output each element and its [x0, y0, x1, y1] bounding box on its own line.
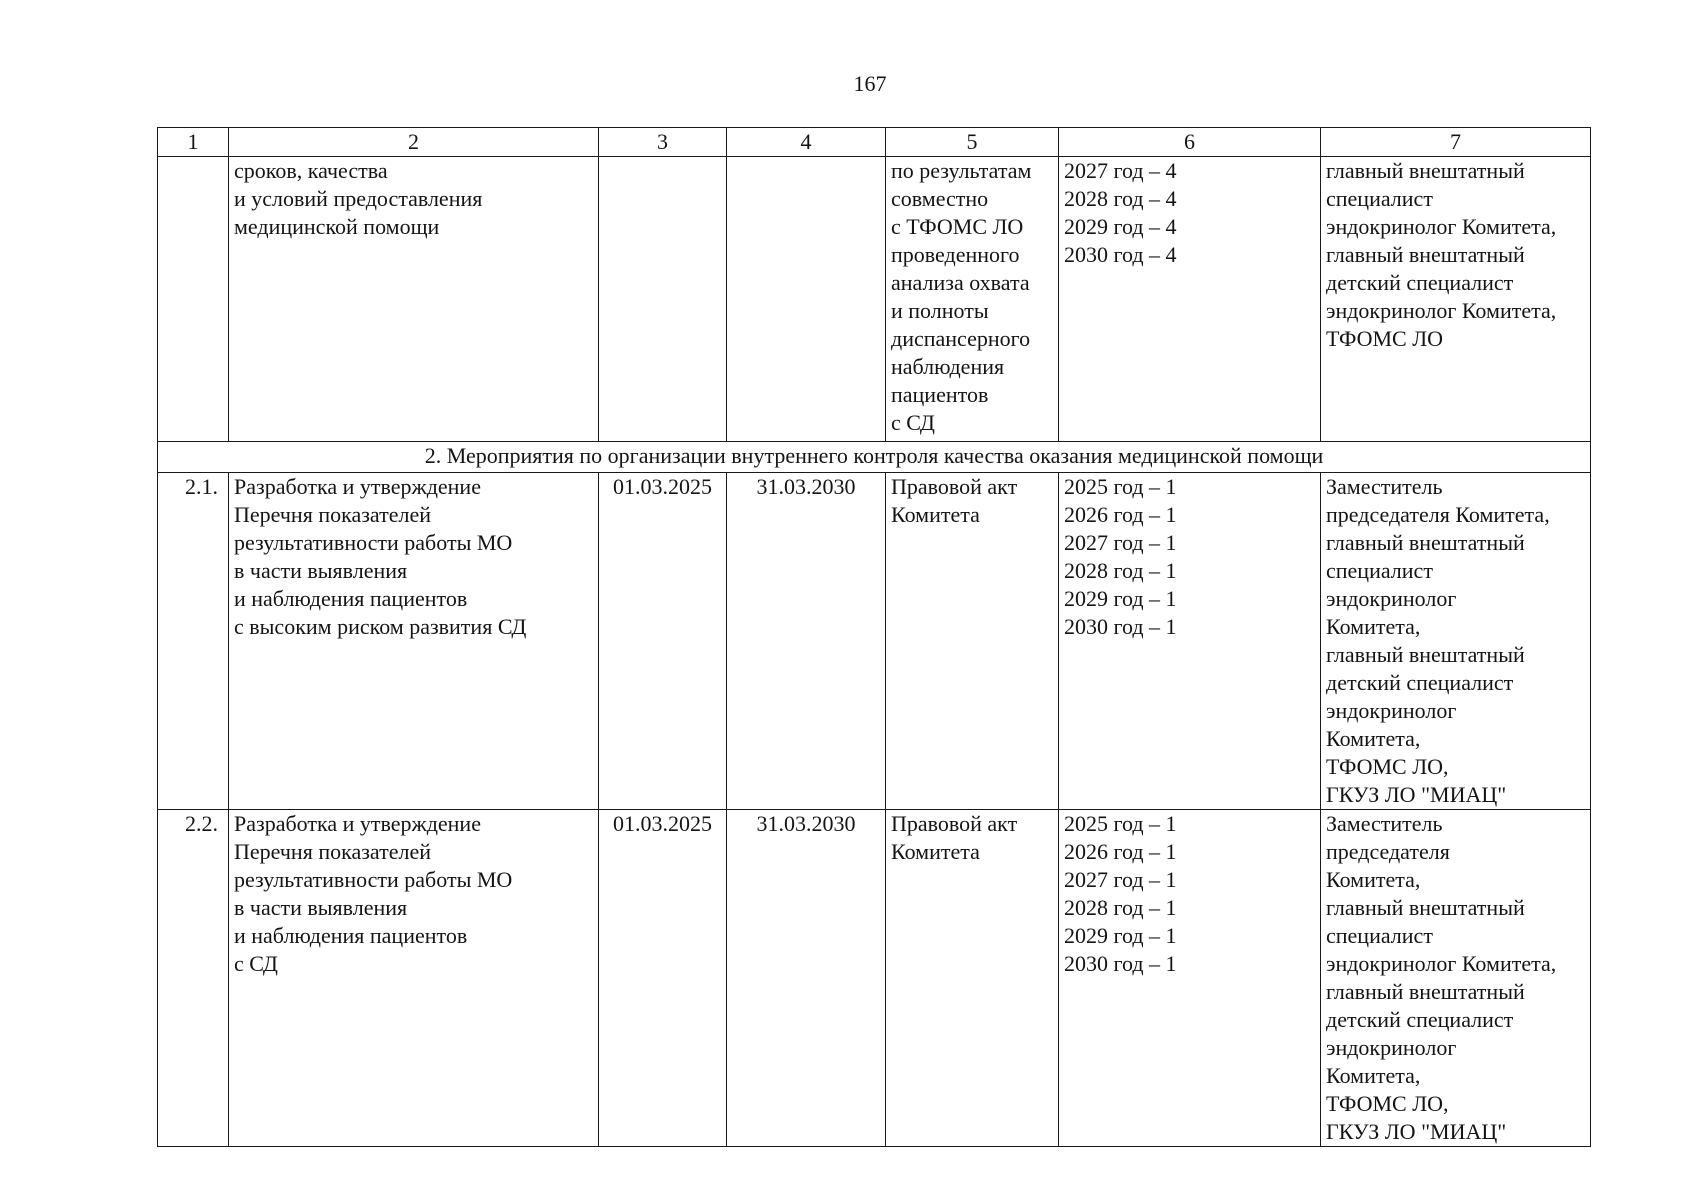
start-date-cell: 01.03.2025: [599, 810, 727, 1147]
item-number-cell: 2.1.: [158, 473, 229, 810]
result-cell: по результатам совместно с ТФОМС ЛО проведенного анализа охвата и полноты диспансерного наблюдения пациентов с СД: [886, 157, 1059, 442]
years-cell: 2025 год – 1 2026 год – 1 2027 год – 1 2028 год – 1 2029 год – 1 2030 год – 1: [1059, 810, 1321, 1147]
table-row-continuation: [158, 157, 1591, 442]
responsible-cell: Заместитель председателя Комитета, главный внештатный специалист эндокринолог Комитета, главный внештатный детский специалист эндокринолог Комитета, ТФОМС ЛО, ГКУЗ ЛО "МИАЦ": [1321, 473, 1591, 810]
end-date-cell: [727, 157, 886, 442]
column-number: 2: [229, 128, 599, 157]
start-date-cell: 01.03.2025: [599, 473, 727, 810]
table-row: [158, 473, 1591, 810]
years-cell: 2027 год – 4 2028 год – 4 2029 год – 4 2030 год – 4: [1059, 157, 1321, 442]
column-number: 5: [886, 128, 1059, 157]
page-number: 167: [853, 71, 887, 96]
event-cell: Разработка и утверждение Перечня показателей результативности работы МО в части выявления и наблюдения пациентов с СД: [229, 810, 599, 1147]
result-cell: Правовой акт Комитета: [886, 810, 1059, 1147]
start-date-cell: [599, 157, 727, 442]
event-cell: сроков, качества и условий предоставления медицинской помощи: [229, 157, 599, 442]
item-number-cell: [158, 157, 229, 442]
column-number: 7: [1321, 128, 1591, 157]
column-number: 4: [727, 128, 886, 157]
result-cell: Правовой акт Комитета: [886, 473, 1059, 810]
item-number-cell: 2.2.: [158, 810, 229, 1147]
responsible-cell: Заместитель председателя Комитета, главный внештатный специалист эндокринолог Комитета, главный внештатный детский специалист эндокринолог Комитета, ТФОМС ЛО, ГКУЗ ЛО "МИАЦ": [1321, 810, 1591, 1147]
section-heading: 2. Мероприятия по организации внутреннего контроля качества оказания медицинской помощи: [158, 442, 1591, 473]
event-cell: Разработка и утверждение Перечня показателей результативности работы МО в части выявления и наблюдения пациентов с высоким риском развития СД: [229, 473, 599, 810]
section-heading-row: [158, 442, 1591, 473]
end-date-cell: 31.03.2030: [727, 473, 886, 810]
measures-table: [157, 127, 1591, 1147]
column-number: 1: [158, 128, 229, 157]
column-number: 3: [599, 128, 727, 157]
years-cell: 2025 год – 1 2026 год – 1 2027 год – 1 2028 год – 1 2029 год – 1 2030 год – 1: [1059, 473, 1321, 810]
column-number-row: [158, 128, 1591, 157]
column-number: 6: [1059, 128, 1321, 157]
table-row: [158, 810, 1591, 1147]
responsible-cell: главный внештатный специалист эндокринолог Комитета, главный внештатный детский специалист эндокринолог Комитета, ТФОМС ЛО: [1321, 157, 1591, 442]
end-date-cell: 31.03.2030: [727, 810, 886, 1147]
